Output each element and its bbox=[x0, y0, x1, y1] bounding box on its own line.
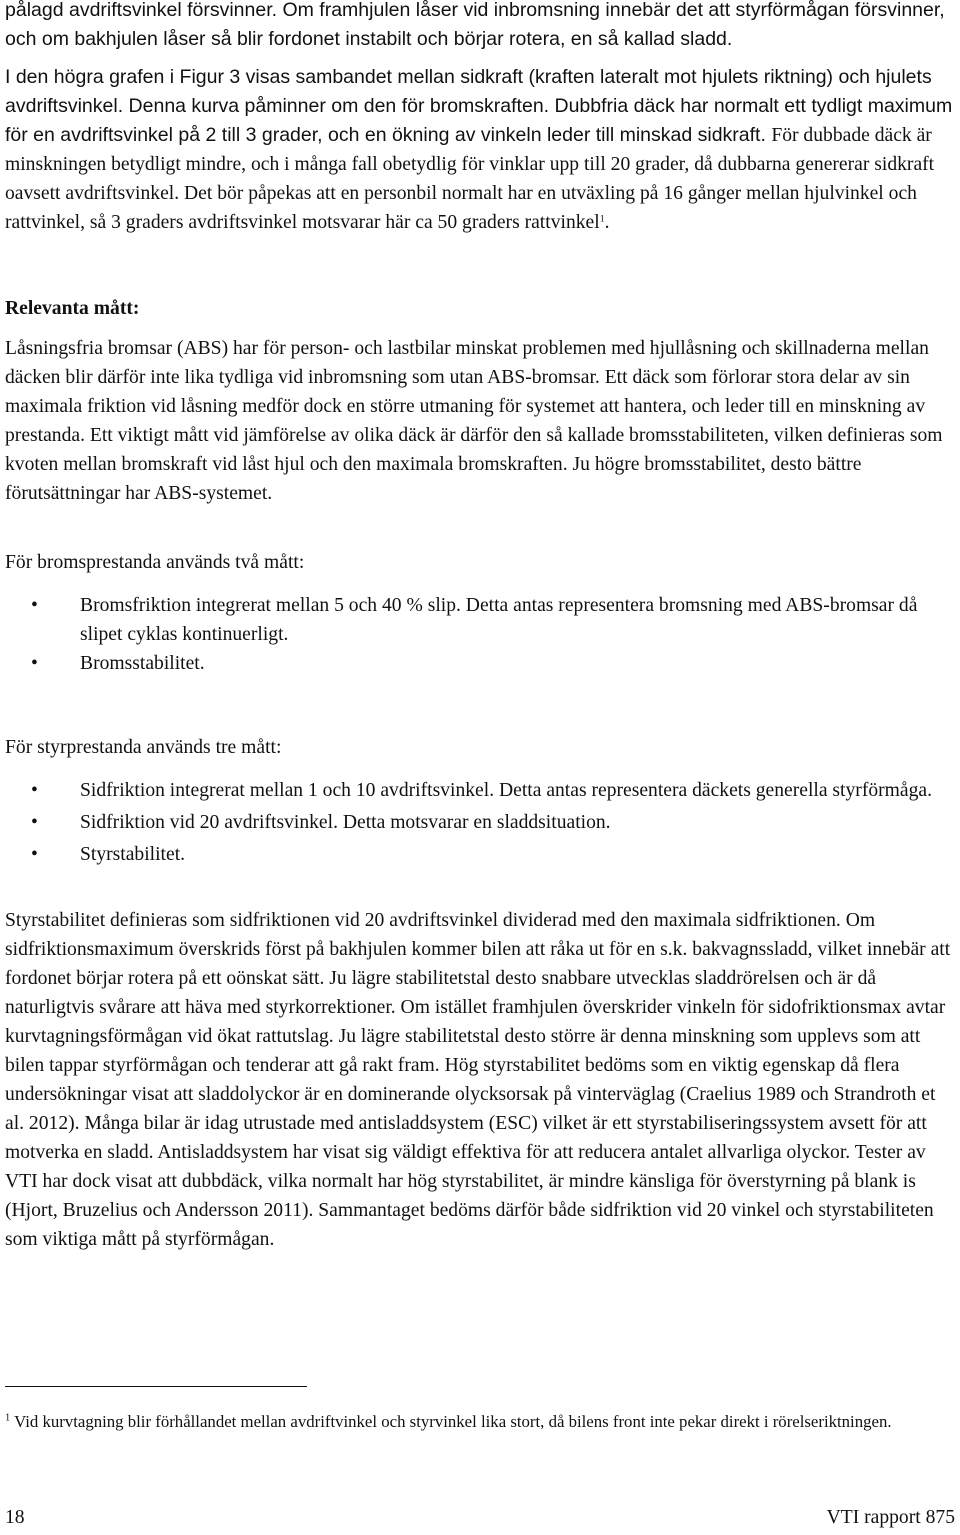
footnote-text: Vid kurvtagning blir förhållandet mellan avdriftvinkel och styrvinkel lika stort, då bilens front inte pekar direkt i rörelseriktningen. bbox=[10, 1412, 892, 1431]
footnote-reference: 1 bbox=[599, 213, 605, 225]
bullet-icon: • bbox=[31, 653, 38, 674]
list-item-text: Bromsstabilitet. bbox=[80, 653, 205, 674]
bullet-icon: • bbox=[31, 812, 38, 833]
bullet-icon: • bbox=[31, 780, 38, 801]
list-item bbox=[5, 591, 955, 649]
steering-measures-intro: För styrprestanda används tre mått: bbox=[5, 737, 282, 758]
list-item-text: Sidfriktion integrerat mellan 1 och 10 avdriftsvinkel. Detta antas representera däckets generella styrförmåga. bbox=[80, 780, 933, 801]
side-force-text-serif: För dubbade däck är minskningen betydligt mindre, och i många fall obetydlig för vinklar upp till 20 grader, då dubbarna genererar sidkraft oavsett avdriftsvinkel. Det bör påpekas att en personbil normalt har en utväxling på 16 gånger mellan hjulvinkel och rattvinkel, så 3 graders avdriftsvinkel motsvarar här ca 50 graders rattvinkel bbox=[5, 125, 935, 233]
list-item bbox=[5, 808, 955, 837]
bullet-icon: • bbox=[31, 595, 38, 616]
side-force-text-end: . bbox=[604, 212, 610, 233]
list-item-text: Sidfriktion vid 20 avdriftsvinkel. Detta motsvarar en sladdsituation. bbox=[80, 812, 611, 833]
list-item bbox=[5, 840, 955, 869]
footnote-marker: 1 bbox=[5, 1412, 11, 1424]
intro-paragraph: pålagd avdriftsvinkel försvinner. Om framhjulen låser vid inbromsning innebär det att styrförmågan försvinner, och om bakhjulen låser så blir fordonet instabilt och börjar rotera, en så kallad sladd. bbox=[5, 0, 945, 50]
steering-measures-list bbox=[5, 776, 955, 869]
list-item-text: Styrstabilitet. bbox=[80, 844, 186, 865]
bullet-icon: • bbox=[31, 844, 38, 865]
report-name: VTI rapport 875 bbox=[826, 1507, 955, 1528]
side-force-text-sans: I den högra grafen i Figur 3 visas sambandet mellan sidkraft (kraften lateralt mot hjulets riktning) och hjulets avdriftsvinkel. Denna kurva påminner om den för bromskraften. Dubbfria däck har normalt ett tydligt maximum för en avdriftsvinkel på 2 till 3 grader, och en ökning av vinkeln leder till minskad sidkraft. bbox=[5, 66, 953, 146]
steering-stability-paragraph: Styrstabilitet definieras som sidfriktionen vid 20 avdriftsvinkel dividerad med den maximala sidfriktionen. Om sidfriktionsmaximum överskrids först på bakhjulen kommer bilen att råka ut för en s.k. bakvagnssladd, vilket innebär att fordonet börjar rotera på ett oönskat sätt. Ju lägre stabilitetstal desto snabbare utvecklas sladdrörelsen och är då naturligtvis svårare att häva med styrkorrektioner. Om istället framhjulen överskrider vinkeln för sidofriktionsmax avtar kurvtagningsförmågan vid ökat rattutslag. Ju lägre stabilitetstal desto större är denna minskning som upplevs som att bilen tappar styrförmågan och tenderar att gå rakt fram. Hög styrstabilitet bedöms som en viktig egenskap då flera undersökningar visat att sladdolyckor är en dominerande olycksorsak på vinterväglag (Craelius 1989 och Strandroth et al. 2012). Många bilar är idag utrustade med antisladdsystem (ESC) vilket är ett styrstabiliseringssystem avsett för att motverka en sladd. Antisladdsystem har visat sig väldigt effektiva för att reducera antalet allvarliga olyckor. Tester av VTI har dock visat att dubbdäck, vilka normalt har hög styrstabilitet, är mindre känsliga för överstyrning på blank is (Hjort, Bruzelius och Andersson 2011). Sammantaget bedöms därför både sidfriktion vid 20 vinkel och styrstabiliteten som viktiga mått på styrförmågan. bbox=[5, 910, 951, 1250]
footnote-divider bbox=[5, 1386, 307, 1387]
abs-paragraph: Låsningsfria bromsar (ABS) har för person- och lastbilar minskat problemen med hjullåsning och skillnaderna mellan däcken blir därför inte lika tydliga vid inbromsning som utan ABS-bromsar. Ett däck som förlorar stora delar av sin maximala friktion vid låsning medför dock en större utmaning för systemet att hantera, och leder till en minskning av prestanda. Ett viktigt mått vid jämförelse av olika däck är därför den så kallade bromsstabiliteten, vilken definieras som kvoten mellan bromskraft vid låst hjul och den maximala bromskraften. Ju högre bromsstabilitet, desto bättre förutsättningar har ABS-systemet. bbox=[5, 338, 943, 504]
page-number: 18 bbox=[5, 1507, 25, 1528]
footnote bbox=[5, 1410, 955, 1434]
list-item bbox=[5, 776, 955, 805]
list-item-text: Bromsfriktion integrerat mellan 5 och 40 % slip. Detta antas representera bromsning med ABS-bromsar då slipet cyklas kontinuerligt. bbox=[80, 595, 918, 645]
section-heading: Relevanta mått: bbox=[5, 298, 140, 319]
side-force-paragraph bbox=[5, 63, 955, 237]
list-item bbox=[5, 649, 955, 678]
brake-measures-intro: För bromsprestanda används två mått: bbox=[5, 552, 305, 573]
brake-measures-list bbox=[5, 591, 955, 678]
